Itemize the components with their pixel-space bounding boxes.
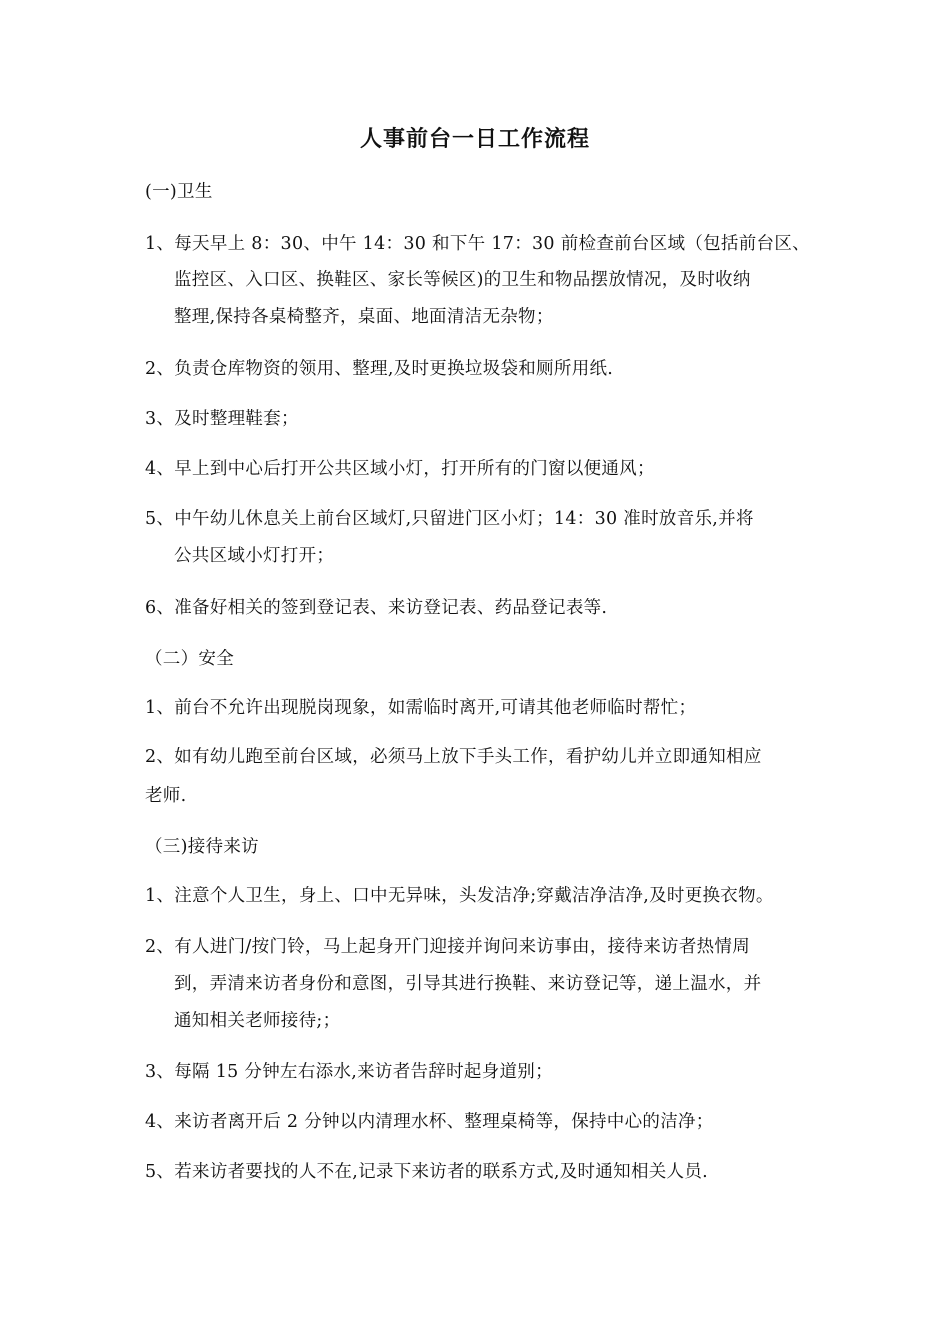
- item-text: 及时整理鞋套；: [174, 409, 299, 429]
- list-item: [145, 405, 299, 430]
- item-text: 若来访者要找的人不在,记录下来访者的联系方式,及时通知相关人员.: [174, 1162, 709, 1182]
- list-item: [145, 694, 696, 719]
- item-number: 2、: [145, 359, 175, 379]
- list-item: [145, 355, 613, 380]
- section-heading: （三)接待来访: [145, 837, 259, 857]
- item-number: 1、: [145, 698, 175, 718]
- item-number: 1、: [145, 234, 175, 254]
- item-text: 来访者离开后 2 分钟以内清理水杯、整理桌椅等，保持中心的洁净；: [174, 1112, 714, 1132]
- list-item: [145, 455, 655, 480]
- list-item: [145, 1108, 714, 1133]
- list-item: [145, 1158, 708, 1183]
- item-number: 4、: [145, 459, 175, 479]
- item-number: 3、: [145, 409, 175, 429]
- list-item: [145, 505, 754, 530]
- section-heading: (一)卫生: [145, 182, 213, 202]
- item-number: 2、: [145, 937, 175, 957]
- page-title: 人事前台一日工作流程: [359, 126, 590, 152]
- list-item: [145, 882, 774, 907]
- list-item: [145, 230, 810, 255]
- item-text: 如有幼儿跑至前台区域，必须马上放下手头工作，看护幼儿并立即通知相应: [174, 747, 762, 767]
- item-text-continued: 监控区、入口区、换鞋区、家长等候区)的卫生和物品摆放情况，及时收纳: [174, 270, 751, 290]
- list-item: [145, 933, 750, 958]
- item-text: 早上到中心后打开公共区域小灯，打开所有的门窗以便通风；: [174, 459, 655, 479]
- item-number: 4、: [145, 1112, 175, 1132]
- item-number: 2、: [145, 747, 175, 767]
- item-text: 负责仓库物资的领用、整理,及时更换垃圾袋和厕所用纸.: [174, 359, 614, 379]
- item-text: 每隔 15 分钟左右添水,来访者告辞时起身道别；: [174, 1062, 553, 1082]
- item-text: 中午幼儿休息关上前台区域灯,只留进门区小灯；14：30 准时放音乐,并将: [174, 509, 754, 529]
- item-number: 5、: [145, 1162, 175, 1182]
- list-item: [145, 594, 607, 619]
- item-text-continued: 通知相关老师接待;；: [174, 1011, 341, 1031]
- list-item: [145, 1058, 553, 1083]
- item-number: 5、: [145, 509, 175, 529]
- item-text-continued: 整理,保持各桌椅整齐，桌面、地面清洁无杂物；: [174, 307, 554, 327]
- item-text: 注意个人卫生，身上、口中无异味，头发洁净;穿戴洁净洁净,及时更换衣物。: [174, 886, 774, 906]
- item-text-continued: 老师.: [145, 786, 187, 806]
- item-text-continued: 到，弄清来访者身份和意图，引导其进行换鞋、来访登记等，递上温水，并: [174, 974, 762, 994]
- section-heading: （二）安全: [145, 649, 234, 669]
- list-item: [145, 743, 762, 768]
- item-text: 每天早上 8：30、中午 14：30 和下午 17：30 前检查前台区域（包括前台区、: [174, 234, 810, 254]
- item-number: 3、: [145, 1062, 175, 1082]
- item-number: 1、: [145, 886, 175, 906]
- item-text-continued: 公共区域小灯打开；: [174, 546, 335, 566]
- item-text: 准备好相关的签到登记表、来访登记表、药品登记表等.: [174, 598, 608, 618]
- item-text: 有人进门/按门铃，马上起身开门迎接并询问来访事由，接待来访者热情周: [174, 937, 751, 957]
- item-number: 6、: [145, 598, 175, 618]
- item-text: 前台不允许出现脱岗现象，如需临时离开,可请其他老师临时帮忙；: [174, 698, 697, 718]
